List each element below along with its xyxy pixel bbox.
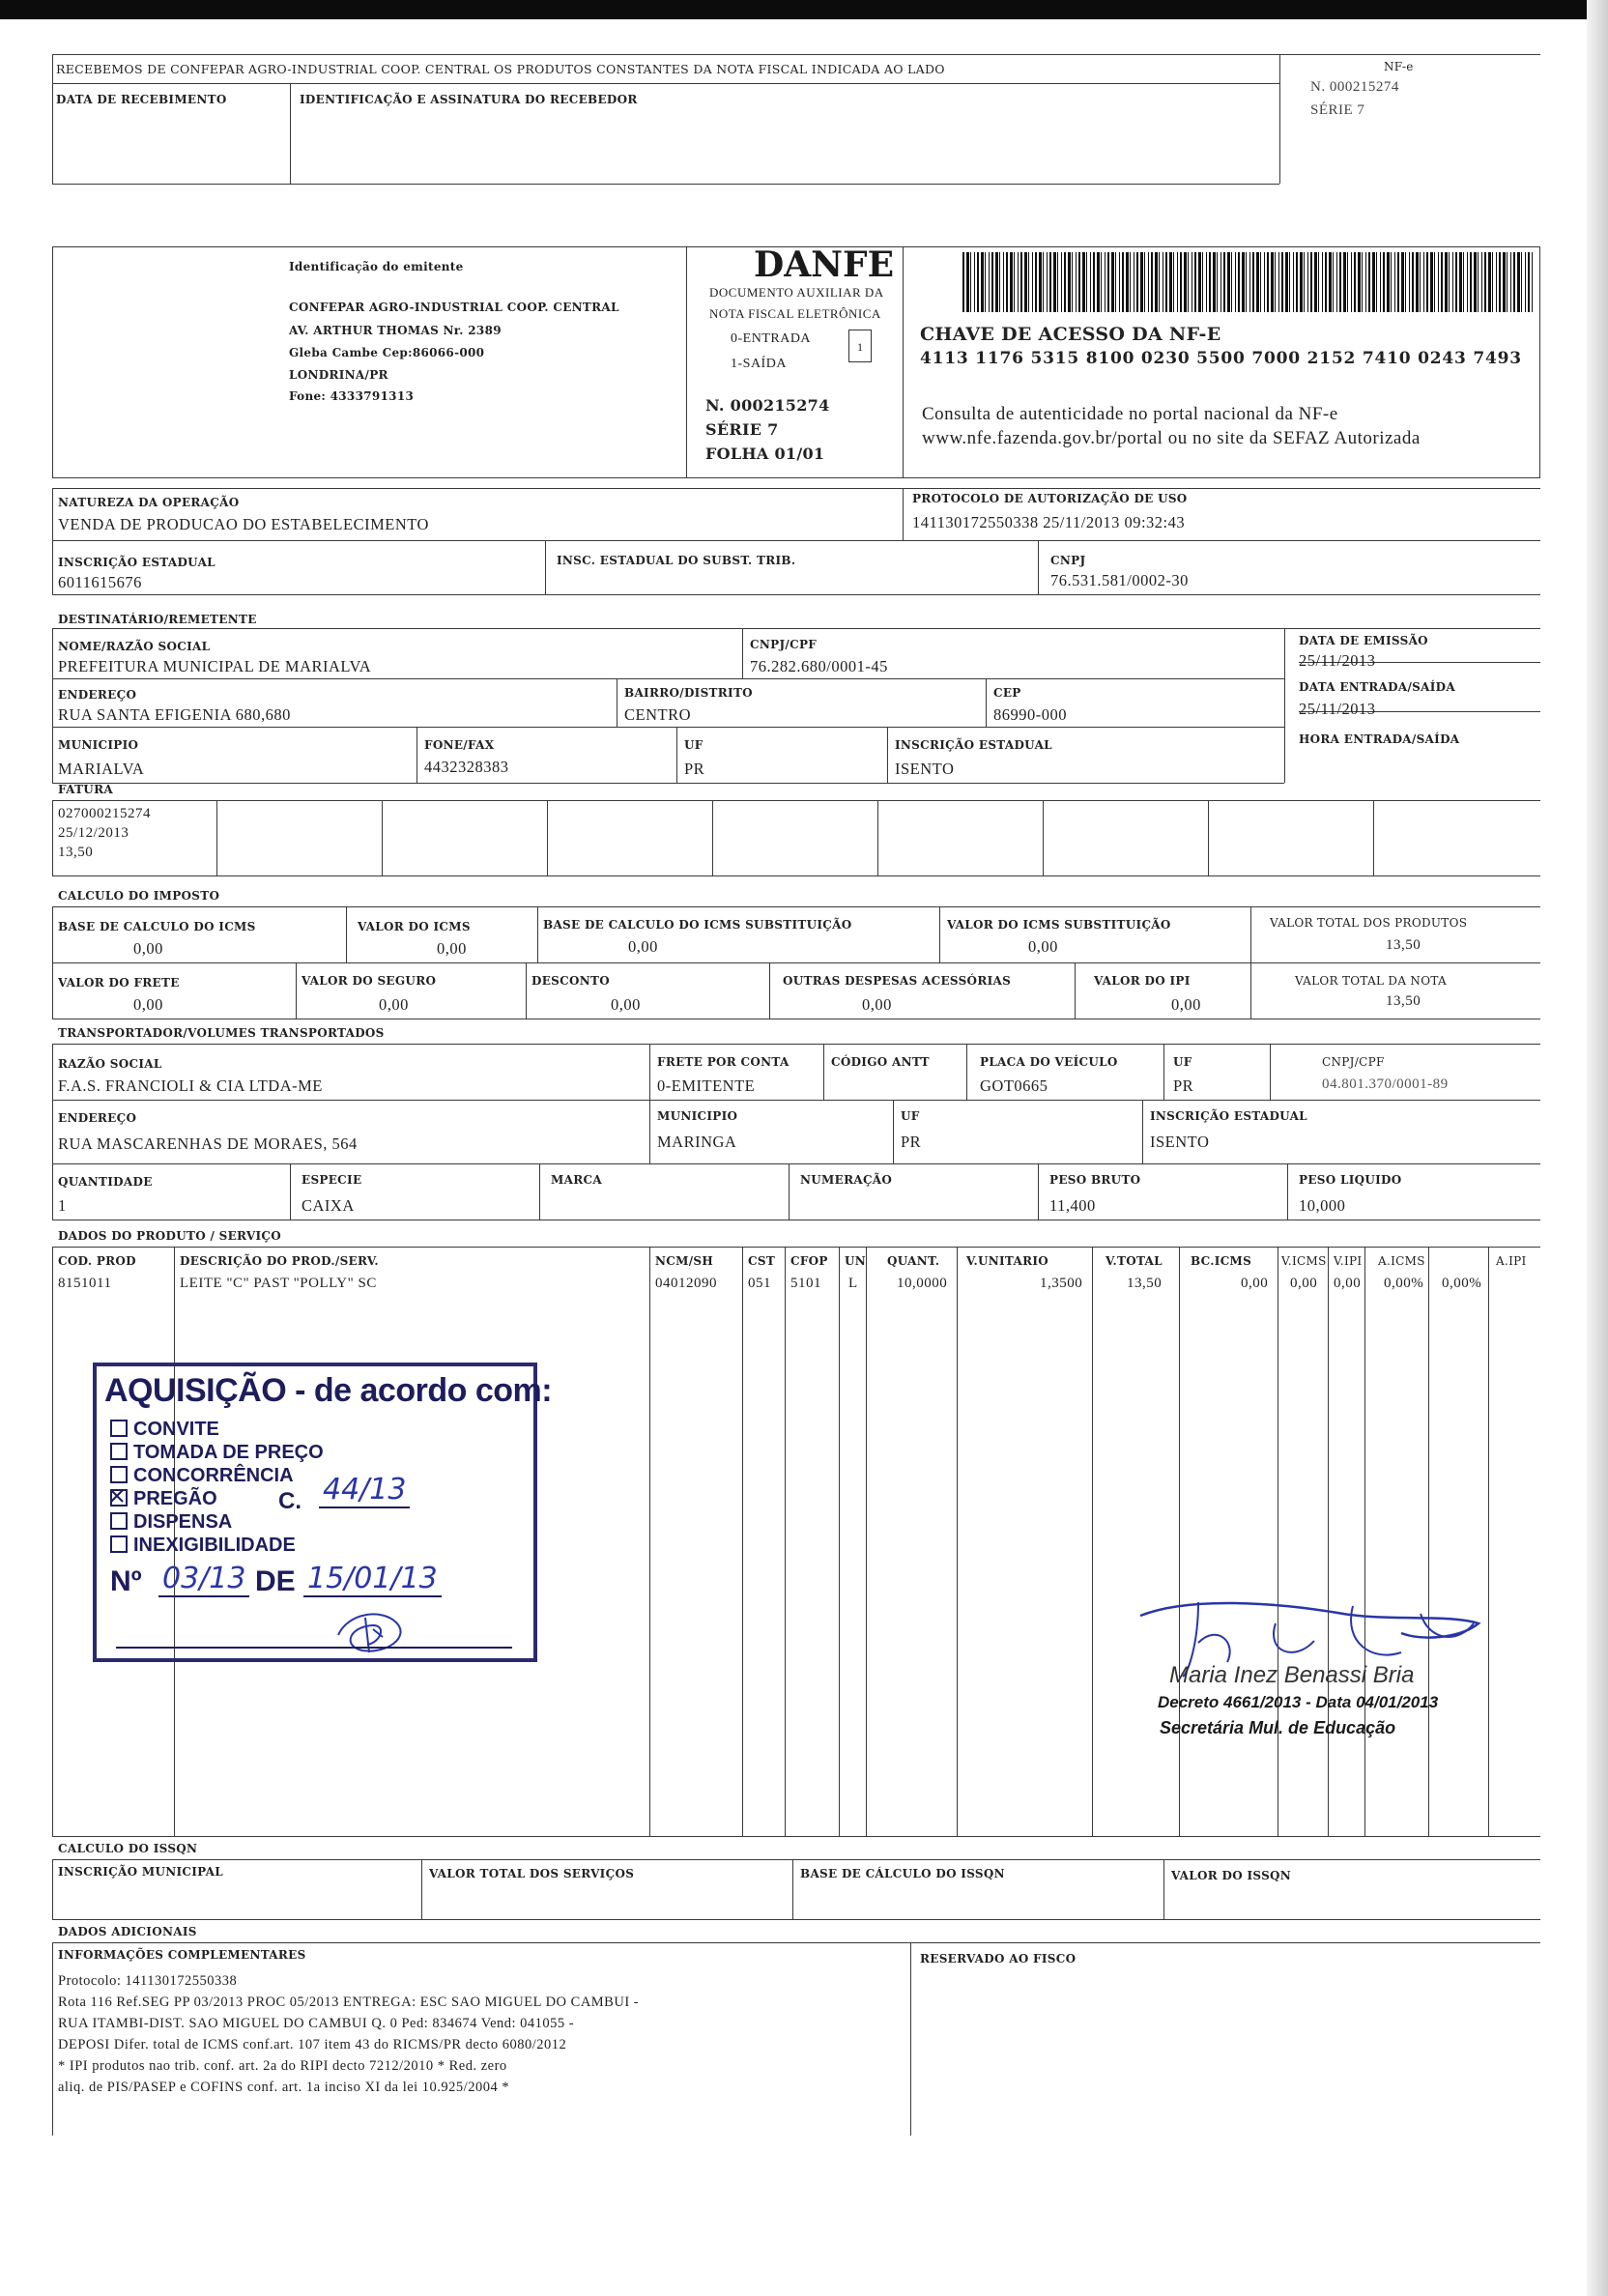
prod-total: 13,50 [1127, 1276, 1163, 1291]
carrier-ie: ISENTO [1150, 1133, 1210, 1151]
stamp-option-concorrencia: CONCORRÊNCIA [110, 1465, 294, 1487]
net-weight-label: PESO LIQUIDO [1299, 1173, 1402, 1187]
col-v-icms: V.ICMS [1281, 1254, 1327, 1268]
info-line: DEPOSI Difer. total de ICMS conf.art. 107 item 43 do RICMS/PR decto 6080/2012 [58, 2037, 567, 2052]
receipt-id-label: IDENTIFICAÇÃO E ASSINATURA DO RECEBEDOR [300, 93, 638, 106]
issqn-services-label: VALOR TOTAL DOS SERVIÇOS [429, 1867, 635, 1880]
recipient-uf-label: UF [684, 738, 704, 752]
carrier-uf: PR [1173, 1076, 1194, 1095]
emitter-city: LONDRINA/PR [289, 368, 388, 382]
recipient-ie: ISENTO [895, 760, 955, 778]
recipient-address-label: ENDEREÇO [58, 688, 137, 702]
stamp-de-label: DE [255, 1565, 296, 1597]
carrier-address: RUA MASCARENHAS DE MORAES, 564 [58, 1134, 358, 1153]
invoice-line-2: 25/12/2013 [58, 825, 129, 841]
recipient-block [52, 611, 1540, 783]
carrier-cnpj-label: CNPJ/CPF [1322, 1055, 1385, 1069]
recipient-address: RUA SANTA EFIGENIA 680,680 [58, 705, 291, 724]
gross-weight: 11,400 [1049, 1196, 1096, 1215]
col-cod-prod: COD. PROD [58, 1254, 136, 1268]
plate-label: PLACA DO VEÍCULO [980, 1055, 1118, 1069]
signer-decree: Decreto 4661/2013 - Data 04/01/2013 [1158, 1693, 1439, 1711]
col-bc-icms: BC.ICMS [1191, 1254, 1252, 1268]
prod-cfop: 5101 [790, 1276, 821, 1291]
tax-freight-label: VALOR DO FRETE [58, 976, 180, 990]
species-label: ESPECIE [302, 1173, 362, 1187]
stamp-initials-signature [329, 1608, 416, 1656]
checkbox-icon [110, 1466, 128, 1483]
prod-unit: L [848, 1276, 858, 1291]
invoice-label: FATURA [58, 783, 113, 796]
carrier-uf-label: UF [1173, 1055, 1192, 1069]
col-v-ipi: V.IPI [1334, 1254, 1363, 1268]
tax-icms-base: 0,00 [133, 939, 163, 958]
prod-a-ipi: 0,00% [1442, 1276, 1482, 1291]
tax-icms-value-label: VALOR DO ICMS [358, 920, 471, 933]
checked-checkbox-icon [110, 1489, 128, 1507]
receipt-date-label: DATA DE RECEBIMENTO [56, 93, 227, 106]
additional-section-title: DADOS ADICIONAIS [58, 1925, 197, 1938]
checkbox-icon [110, 1443, 128, 1460]
recipient-ie-label: INSCRIÇÃO ESTADUAL [895, 738, 1052, 752]
acquisition-stamp [93, 1363, 553, 1662]
cnpj-value: 76.531.581/0002-30 [1050, 571, 1189, 589]
emitter-phone: Fone: 4333791313 [289, 389, 415, 403]
carrier-ie-label: INSCRIÇÃO ESTADUAL [1150, 1109, 1307, 1123]
tax-discount: 0,00 [611, 995, 641, 1014]
stamp-option-inexigibilidade: INEXIGIBILIDADE [110, 1535, 296, 1557]
col-cfop: CFOP [790, 1254, 828, 1268]
access-key-label: CHAVE DE ACESSO DA NF-E [920, 324, 1221, 345]
prod-ncm: 04012090 [655, 1276, 717, 1291]
tax-note-total: 13,50 [1386, 993, 1421, 1009]
brand-label: MARCA [551, 1173, 602, 1187]
tax-discount-label: DESCONTO [531, 974, 610, 988]
col-a-icms: A.ICMS [1378, 1254, 1425, 1268]
stamp-option-dispensa: DISPENSA [110, 1511, 232, 1534]
receipt-stub [52, 54, 1540, 184]
additional-block [52, 1923, 1540, 2136]
tax-icms-base-label: BASE DE CALCULO DO ICMS [58, 920, 256, 933]
plate-value: GOT0665 [980, 1076, 1048, 1095]
recipient-city: MARIALVA [58, 760, 145, 778]
recipient-section-title: DESTINATÁRIO/REMETENTE [58, 613, 257, 626]
danfe-entry: 0-ENTRADA [731, 331, 812, 346]
nature-label: NATUREZA DA OPERAÇÃO [58, 496, 240, 509]
danfe-type-box: 1 [848, 330, 872, 362]
tax-icms-st-base-label: BASE DE CALCULO DO ICMS SUBSTITUIÇÃO [543, 918, 852, 932]
issqn-section-title: CALCULO DO ISSQN [58, 1842, 198, 1855]
protocol-value: 141130172550338 25/11/2013 09:32:43 [912, 513, 1186, 531]
recipient-district: CENTRO [624, 705, 691, 724]
authorization-signature [1131, 1585, 1517, 1759]
tax-insurance: 0,00 [379, 995, 409, 1014]
col-cst: CST [748, 1254, 776, 1268]
danfe-number: N. 000215274 [705, 396, 830, 415]
tax-note-total-label: VALOR TOTAL DA NOTA [1295, 974, 1447, 988]
danfe-sheet: FOLHA 01/01 [705, 445, 825, 463]
stamp-c-label: C. [278, 1488, 302, 1514]
tax-icms-st-value: 0,00 [1028, 937, 1058, 956]
recipient-cnpj: 76.282.680/0001-45 [750, 657, 888, 675]
ie-subst-label: INSC. ESTADUAL DO SUBST. TRIB. [557, 554, 796, 567]
recipient-cep-label: CEP [993, 686, 1021, 700]
col-a-ipi: A.IPI [1496, 1254, 1527, 1268]
carrier-name-label: RAZÃO SOCIAL [58, 1057, 162, 1071]
transport-block [52, 1022, 1540, 1227]
stamp-signature-line [116, 1647, 512, 1649]
gross-weight-label: PESO BRUTO [1049, 1173, 1141, 1187]
recipient-name: PREFEITURA MUNICIPAL DE MARIALVA [58, 657, 372, 675]
issqn-municipal-label: INSCRIÇÃO MUNICIPAL [58, 1865, 223, 1879]
species-value: CAIXA [302, 1196, 355, 1215]
stamp-option-tomada: TOMADA DE PREÇO [110, 1442, 324, 1464]
prod-description: LEITE "C" PAST "POLLY" SC [180, 1276, 377, 1291]
info-line: aliq. de PIS/PASEP e COFINS conf. art. 1a inciso XI da lei 10.925/2004 * [58, 2080, 510, 2095]
emission-date: 25/11/2013 [1299, 651, 1376, 670]
issqn-value-label: VALOR DO ISSQN [1171, 1869, 1292, 1882]
recipient-district-label: BAIRRO/DISTRITO [624, 686, 753, 700]
tax-icms-value: 0,00 [437, 939, 467, 958]
invoice-line-3: 13,50 [58, 845, 94, 860]
emitter-block [52, 246, 1540, 478]
info-line: RUA ITAMBI-DIST. SAO MIGUEL DO CAMBUI Q. 0 Ped: 834674 Vend: 041055 - [58, 2016, 575, 2031]
tax-other-label: OUTRAS DESPESAS ACESSÓRIAS [783, 974, 1012, 988]
danfe-series: SÉRIE 7 [705, 420, 779, 439]
quantity-label: QUANTIDADE [58, 1175, 153, 1189]
carrier-uf2: PR [901, 1133, 922, 1151]
ie-label: INSCRIÇÃO ESTADUAL [58, 556, 215, 569]
scan-right-edge [1587, 0, 1608, 2296]
info-line: * IPI produtos nao trib. conf. art. 2a do RIPI decto 7212/2010 * Red. zero [58, 2058, 507, 2074]
transport-section-title: TRANSPORTADOR/VOLUMES TRANSPORTADOS [58, 1026, 385, 1040]
prod-unit-value: 1,3500 [1040, 1276, 1083, 1291]
stamp-option-convite: CONVITE [110, 1419, 219, 1441]
nature-value: VENDA DE PRODUCAO DO ESTABELECIMENTO [58, 515, 429, 533]
col-ncm: NCM/SH [655, 1254, 713, 1268]
cnpj-label: CNPJ [1050, 554, 1086, 567]
col-un: UN [845, 1254, 867, 1268]
tax-icms-st-base: 0,00 [628, 937, 658, 956]
recipient-uf: PR [684, 760, 705, 778]
prod-v-ipi: 0,00 [1334, 1276, 1362, 1291]
quantity-value: 1 [58, 1196, 67, 1215]
carrier-name: F.A.S. FRANCIOLI & CIA LTDA-ME [58, 1076, 323, 1095]
recipient-cnpj-label: CNPJ/CPF [750, 638, 818, 651]
emission-date-label: DATA DE EMISSÃO [1299, 634, 1428, 647]
danfe-subtitle-1: DOCUMENTO AUXILIAR DA [709, 285, 884, 300]
emitter-label: Identificação do emitente [289, 260, 464, 273]
col-description: DESCRIÇÃO DO PROD./SERV. [180, 1254, 379, 1268]
col-unit-value: V.UNITARIO [966, 1254, 1049, 1268]
receipt-nfe-label: NF-e [1384, 60, 1414, 73]
recipient-phone: 4432328383 [424, 758, 509, 776]
tax-icms-st-value-label: VALOR DO ICMS SUBSTITUIÇÃO [947, 918, 1171, 932]
stamp-c-value: 44/13 [319, 1473, 410, 1508]
tax-products-total-label: VALOR TOTAL DOS PRODUTOS [1270, 916, 1468, 930]
net-weight: 10,000 [1299, 1196, 1346, 1215]
carrier-city: MARINGA [657, 1133, 737, 1151]
tax-freight: 0,00 [133, 995, 163, 1014]
carrier-uf2-label: UF [901, 1109, 920, 1123]
emitter-address: AV. ARTHUR THOMAS Nr. 2389 [289, 324, 502, 337]
signer-name: Maria Inez Benassi Bria [1169, 1662, 1415, 1688]
tax-insurance-label: VALOR DO SEGURO [302, 974, 437, 988]
prod-quantity: 10,0000 [897, 1276, 948, 1291]
receipt-series: SÉRIE 7 [1310, 102, 1365, 118]
ie-value: 6011615676 [58, 573, 142, 591]
carrier-address-label: ENDEREÇO [58, 1111, 137, 1125]
col-quant: QUANT. [887, 1254, 940, 1268]
stamp-no-label: Nº [110, 1565, 142, 1597]
stamp-de-value: 15/01/13 [303, 1562, 442, 1597]
prod-code: 8151011 [58, 1276, 112, 1291]
prod-cst: 051 [748, 1276, 771, 1291]
freight-value: 0-EMITENTE [657, 1076, 756, 1095]
tax-block [52, 885, 1540, 1020]
info-line: Rota 116 Ref.SEG PP 03/2013 PROC 05/2013 ENTREGA: ESC SAO MIGUEL DO CAMBUI - [58, 1995, 640, 2010]
tax-ipi-label: VALOR DO IPI [1094, 974, 1191, 988]
recipient-cep: 86990-000 [993, 705, 1067, 724]
numbering-label: NUMERAÇÃO [800, 1173, 893, 1187]
emitter-district: Gleba Cambe Cep:86066-000 [289, 346, 485, 359]
consult-line-2: www.nfe.fazenda.gov.br/portal ou no site da SEFAZ Autorizada [922, 428, 1421, 448]
access-key: 4113 1176 5315 8100 0230 5500 7000 2152 7410 0243 7493 [920, 349, 1522, 368]
operation-block [52, 488, 1540, 594]
checkbox-icon [110, 1535, 128, 1553]
protocol-label: PROTOCOLO DE AUTORIZAÇÃO DE USO [912, 492, 1188, 505]
issqn-base-label: BASE DE CÁLCULO DO ISSQN [800, 1867, 1005, 1880]
receipt-number: N. 000215274 [1310, 79, 1399, 95]
carrier-cnpj: 04.801.370/0001-89 [1322, 1076, 1449, 1092]
issqn-block [52, 1840, 1540, 1927]
scan-top-edge [0, 0, 1608, 19]
info-line: Protocolo: 141130172550338 [58, 1973, 238, 1989]
emitter-name: CONFEPAR AGRO-INDUSTRIAL COOP. CENTRAL [289, 301, 619, 314]
hour-label: HORA ENTRADA/SAÍDA [1299, 732, 1460, 746]
stamp-title: AQUISIÇÃO - de acordo com: [104, 1372, 553, 1409]
danfe-exit: 1-SAÍDA [731, 357, 787, 371]
danfe-title: DANFE [754, 244, 895, 285]
access-key-barcode [962, 252, 1533, 312]
tax-products-total: 13,50 [1386, 937, 1421, 953]
tax-ipi: 0,00 [1171, 995, 1201, 1014]
antt-label: CÓDIGO ANTT [831, 1055, 930, 1069]
recipient-city-label: MUNICIPIO [58, 738, 139, 752]
freight-label: FRETE POR CONTA [657, 1055, 790, 1069]
prod-v-icms: 0,00 [1290, 1276, 1318, 1291]
invoice-line-1: 027000215274 [58, 806, 151, 821]
checkbox-icon [110, 1420, 128, 1437]
consult-line-1: Consulta de autenticidade no portal nacional da NF-e [922, 404, 1338, 424]
info-label: INFORMAÇÕES COMPLEMENTARES [58, 1948, 306, 1962]
col-total: V.TOTAL [1106, 1254, 1163, 1268]
entry-date: 25/11/2013 [1299, 700, 1376, 718]
checkbox-icon [110, 1512, 128, 1530]
stamp-no-value: 03/13 [158, 1562, 249, 1597]
signer-role: Secretária Mul. de Educação [1160, 1718, 1396, 1737]
recipient-phone-label: FONE/FAX [424, 738, 495, 752]
products-section-title: DADOS DO PRODUTO / SERVIÇO [58, 1229, 281, 1243]
recipient-name-label: NOME/RAZÃO SOCIAL [58, 640, 211, 653]
fisco-label: RESERVADO AO FISCO [920, 1952, 1077, 1966]
entry-date-label: DATA ENTRADA/SAÍDA [1299, 680, 1455, 694]
tax-other: 0,00 [862, 995, 892, 1014]
carrier-city-label: MUNICIPIO [657, 1109, 738, 1123]
invoice-block [52, 783, 1540, 875]
danfe-subtitle-2: NOTA FISCAL ELETRÔNICA [709, 306, 881, 321]
tax-section-title: CALCULO DO IMPOSTO [58, 889, 220, 903]
prod-bc-icms: 0,00 [1241, 1276, 1269, 1291]
receipt-header: RECEBEMOS DE CONFEPAR AGRO-INDUSTRIAL COOP. CENTRAL OS PRODUTOS CONSTANTES DA NOTA FISCAL INDICADA AO LADO [56, 62, 945, 76]
stamp-option-pregao: PREGÃO [110, 1488, 217, 1510]
prod-a-icms: 0,00% [1384, 1276, 1424, 1291]
